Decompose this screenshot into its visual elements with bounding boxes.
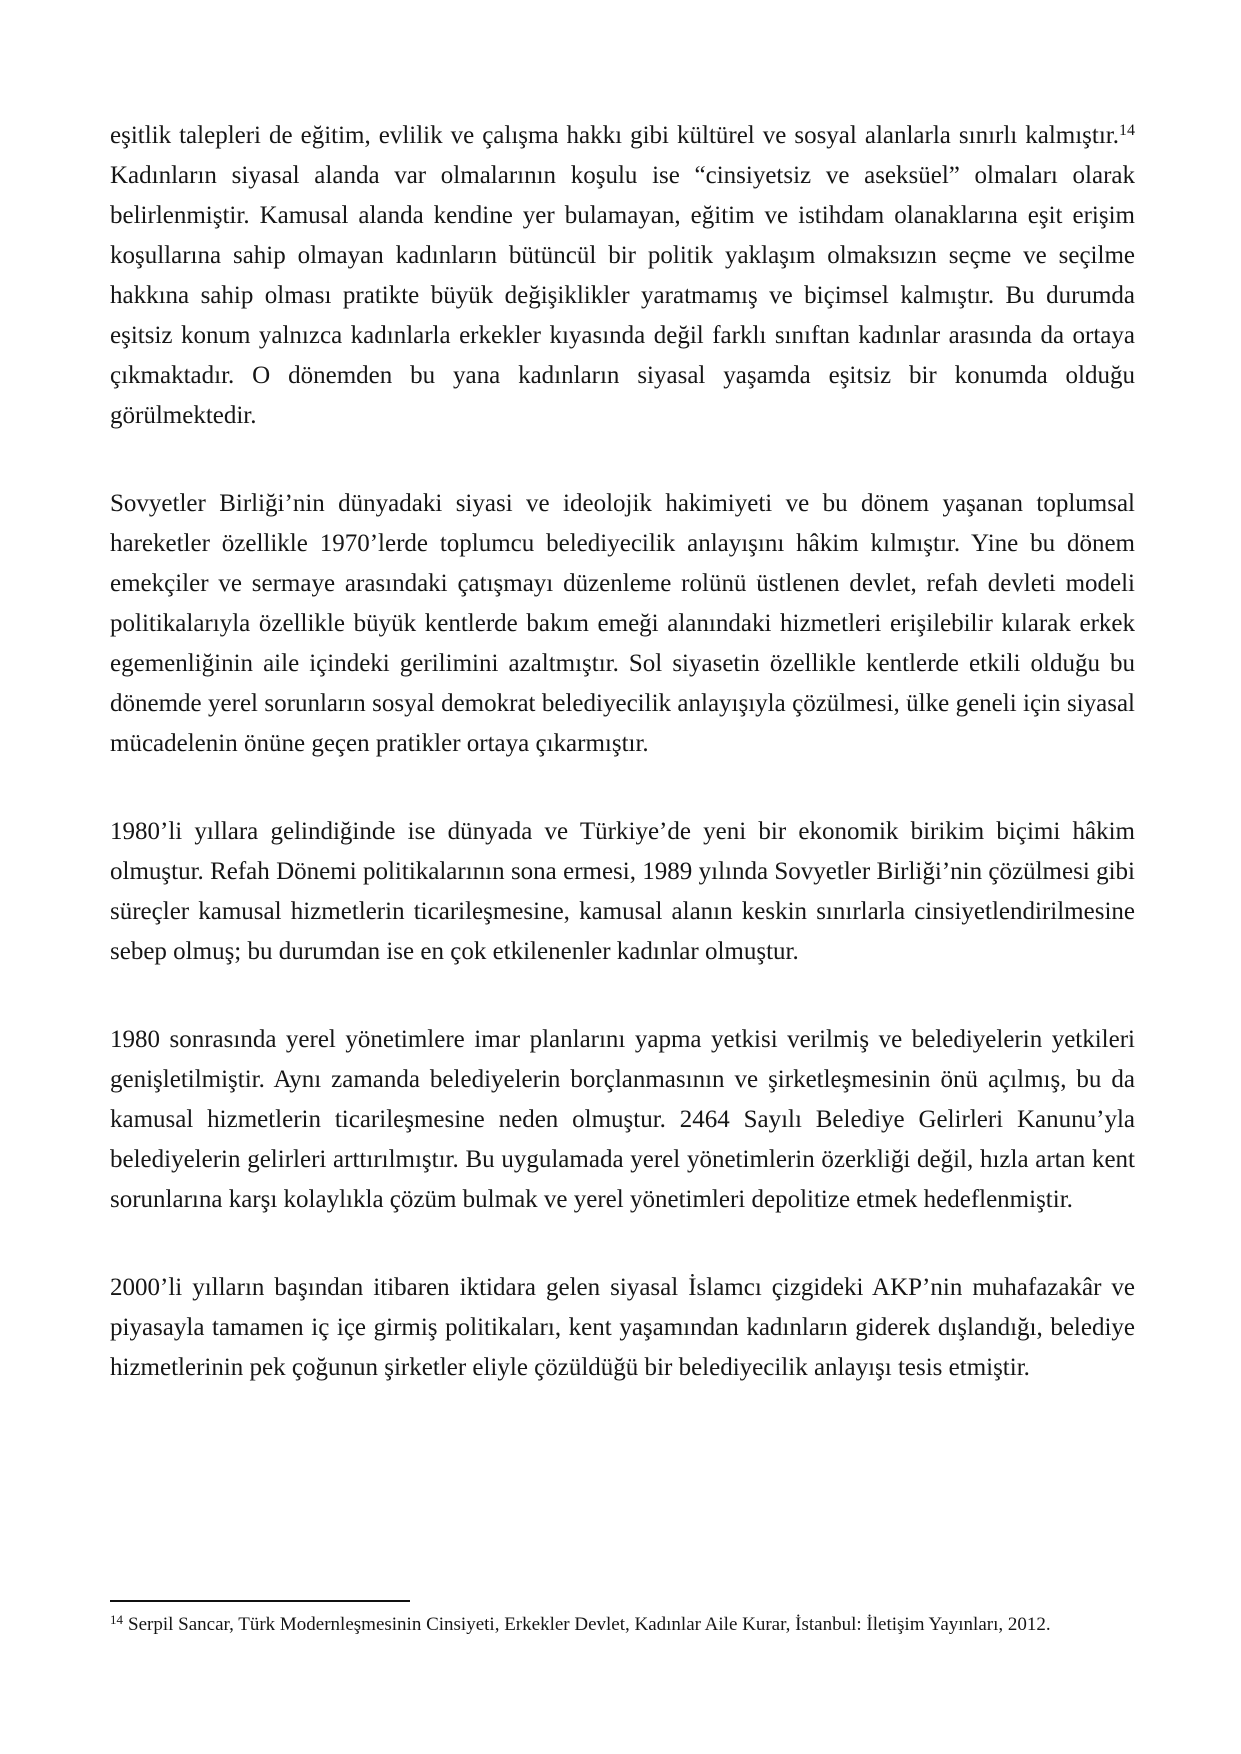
paragraph-text: Kadınların siyasal alanda var olmalarının koşulu ise “cinsiyetsiz ve aseksüel” olmaları olarak belirlenmiştir. Kamusal alanda kendine yer bulamayan, eğitim ve istihdam olanaklarına eşit erişim koşullarına sahip olmayan kadınların bütüncül bir politik yaklaşım olmaksızın seçme ve seçilme hakkına sahip olması pratikte büyük değişiklikler yaratmamış ve biçimsel kalmıştır. Bu durumda eşitsiz konum yalnızca kadınlarla erkekler kıyasında değil farklı sınıftan kadınlar arasında da ortaya çıkmaktadır. O dönemden bu yana kadınların siyasal yaşamda eşitsiz bir konumda olduğu görülmektedir. bbox=[110, 162, 1135, 429]
footnote-separator-line bbox=[110, 1600, 410, 1602]
paragraph-text: eşitlik talepleri de eğitim, evlilik ve çalışma hakkı gibi kültürel ve sosyal alanlarla sınırlı kalmıştır. bbox=[110, 122, 1119, 149]
footnote-reference-14: 14 bbox=[1119, 122, 1135, 139]
body-paragraph-2: Sovyetler Birliği’nin dünyadaki siyasi ve ideolojik hakimiyeti ve bu dönem yaşanan toplumsal hareketler özellikle 1970’lerde toplumcu belediyecilik anlayışını hâkim kılmıştır. Yine bu dönem emekçiler ve sermaye arasındaki çatışmayı düzenleme rolünü üstlenen devlet, refah devleti modeli politikalarıyla özellikle büyük kentlerde bakım emeği alanındaki hizmetleri erişilebilir kılarak erkek egemenliğinin aile içindeki gerilimini azaltmıştır. Sol siyasetin özellikle kentlerde etkili olduğu bu dönemde yerel sorunların sosyal demokrat belediyecilik anlayışıyla çözülmesi, ülke geneli için siyasal mücadelenin önüne geçen pratikler ortaya çıkarmıştır. bbox=[110, 490, 1135, 757]
body-paragraph-3: 1980’li yıllara gelindiğinde ise dünyada ve Türkiye’de yeni bir ekonomik birikim biçimi hâkim olmuştur. Refah Dönemi politikalarının sona ermesi, 1989 yılında Sovyetler Birliği’nin çözülmesi gibi süreçler kamusal hizmetlerin ticarileşmesine, kamusal alanın keskin sınırlarla cinsiyetlendirilmesine sebep olmuş; bu durumdan ise en çok etkilenenler kadınlar olmuştur. bbox=[110, 818, 1135, 965]
body-paragraph-5: 2000’li yılların başından itibaren iktidara gelen siyasal İslamcı çizgideki AKP’nin muhafazakâr ve piyasayla tamamen iç içe girmiş politikaları, kent yaşamından kadınların giderek dışlandığı, belediye hizmetlerinin pek çoğunun şirketler eliyle çözüldüğü bir belediyecilik anlayışı tesis etmiştir. bbox=[110, 1274, 1135, 1381]
footnote-text: Serpil Sancar, Türk Modernleşmesinin Cinsiyeti, Erkekler Devlet, Kadınlar Aile Kurar, İstanbul: İletişim Yayınları, 2012. bbox=[128, 1614, 1051, 1635]
body-paragraph-4: 1980 sonrasında yerel yönetimlere imar planlarını yapma yetkisi verilmiş ve belediyelerin yetkileri genişletilmiştir. Aynı zamanda belediyelerin borçlanmasının ve şirketleşmesinin önü açılmış, bu da kamusal hizmetlerin ticarileşmesine neden olmuştur. 2464 Sayılı Belediye Gelirleri Kanunu’yla belediyelerin gelirleri arttırılmıştır. Bu uygulamada yerel yönetimlerin özerkliği değil, hızla artan kent sorunlarına karşı kolaylıkla çözüm bulmak ve yerel yönetimleri depolitize etmek hedeflenmiştir. bbox=[110, 1026, 1135, 1213]
body-paragraph-1 bbox=[110, 116, 1135, 436]
footnote-area bbox=[110, 1600, 1135, 1638]
footnote bbox=[110, 1612, 1135, 1638]
footnote-marker: 14 bbox=[110, 1612, 123, 1627]
